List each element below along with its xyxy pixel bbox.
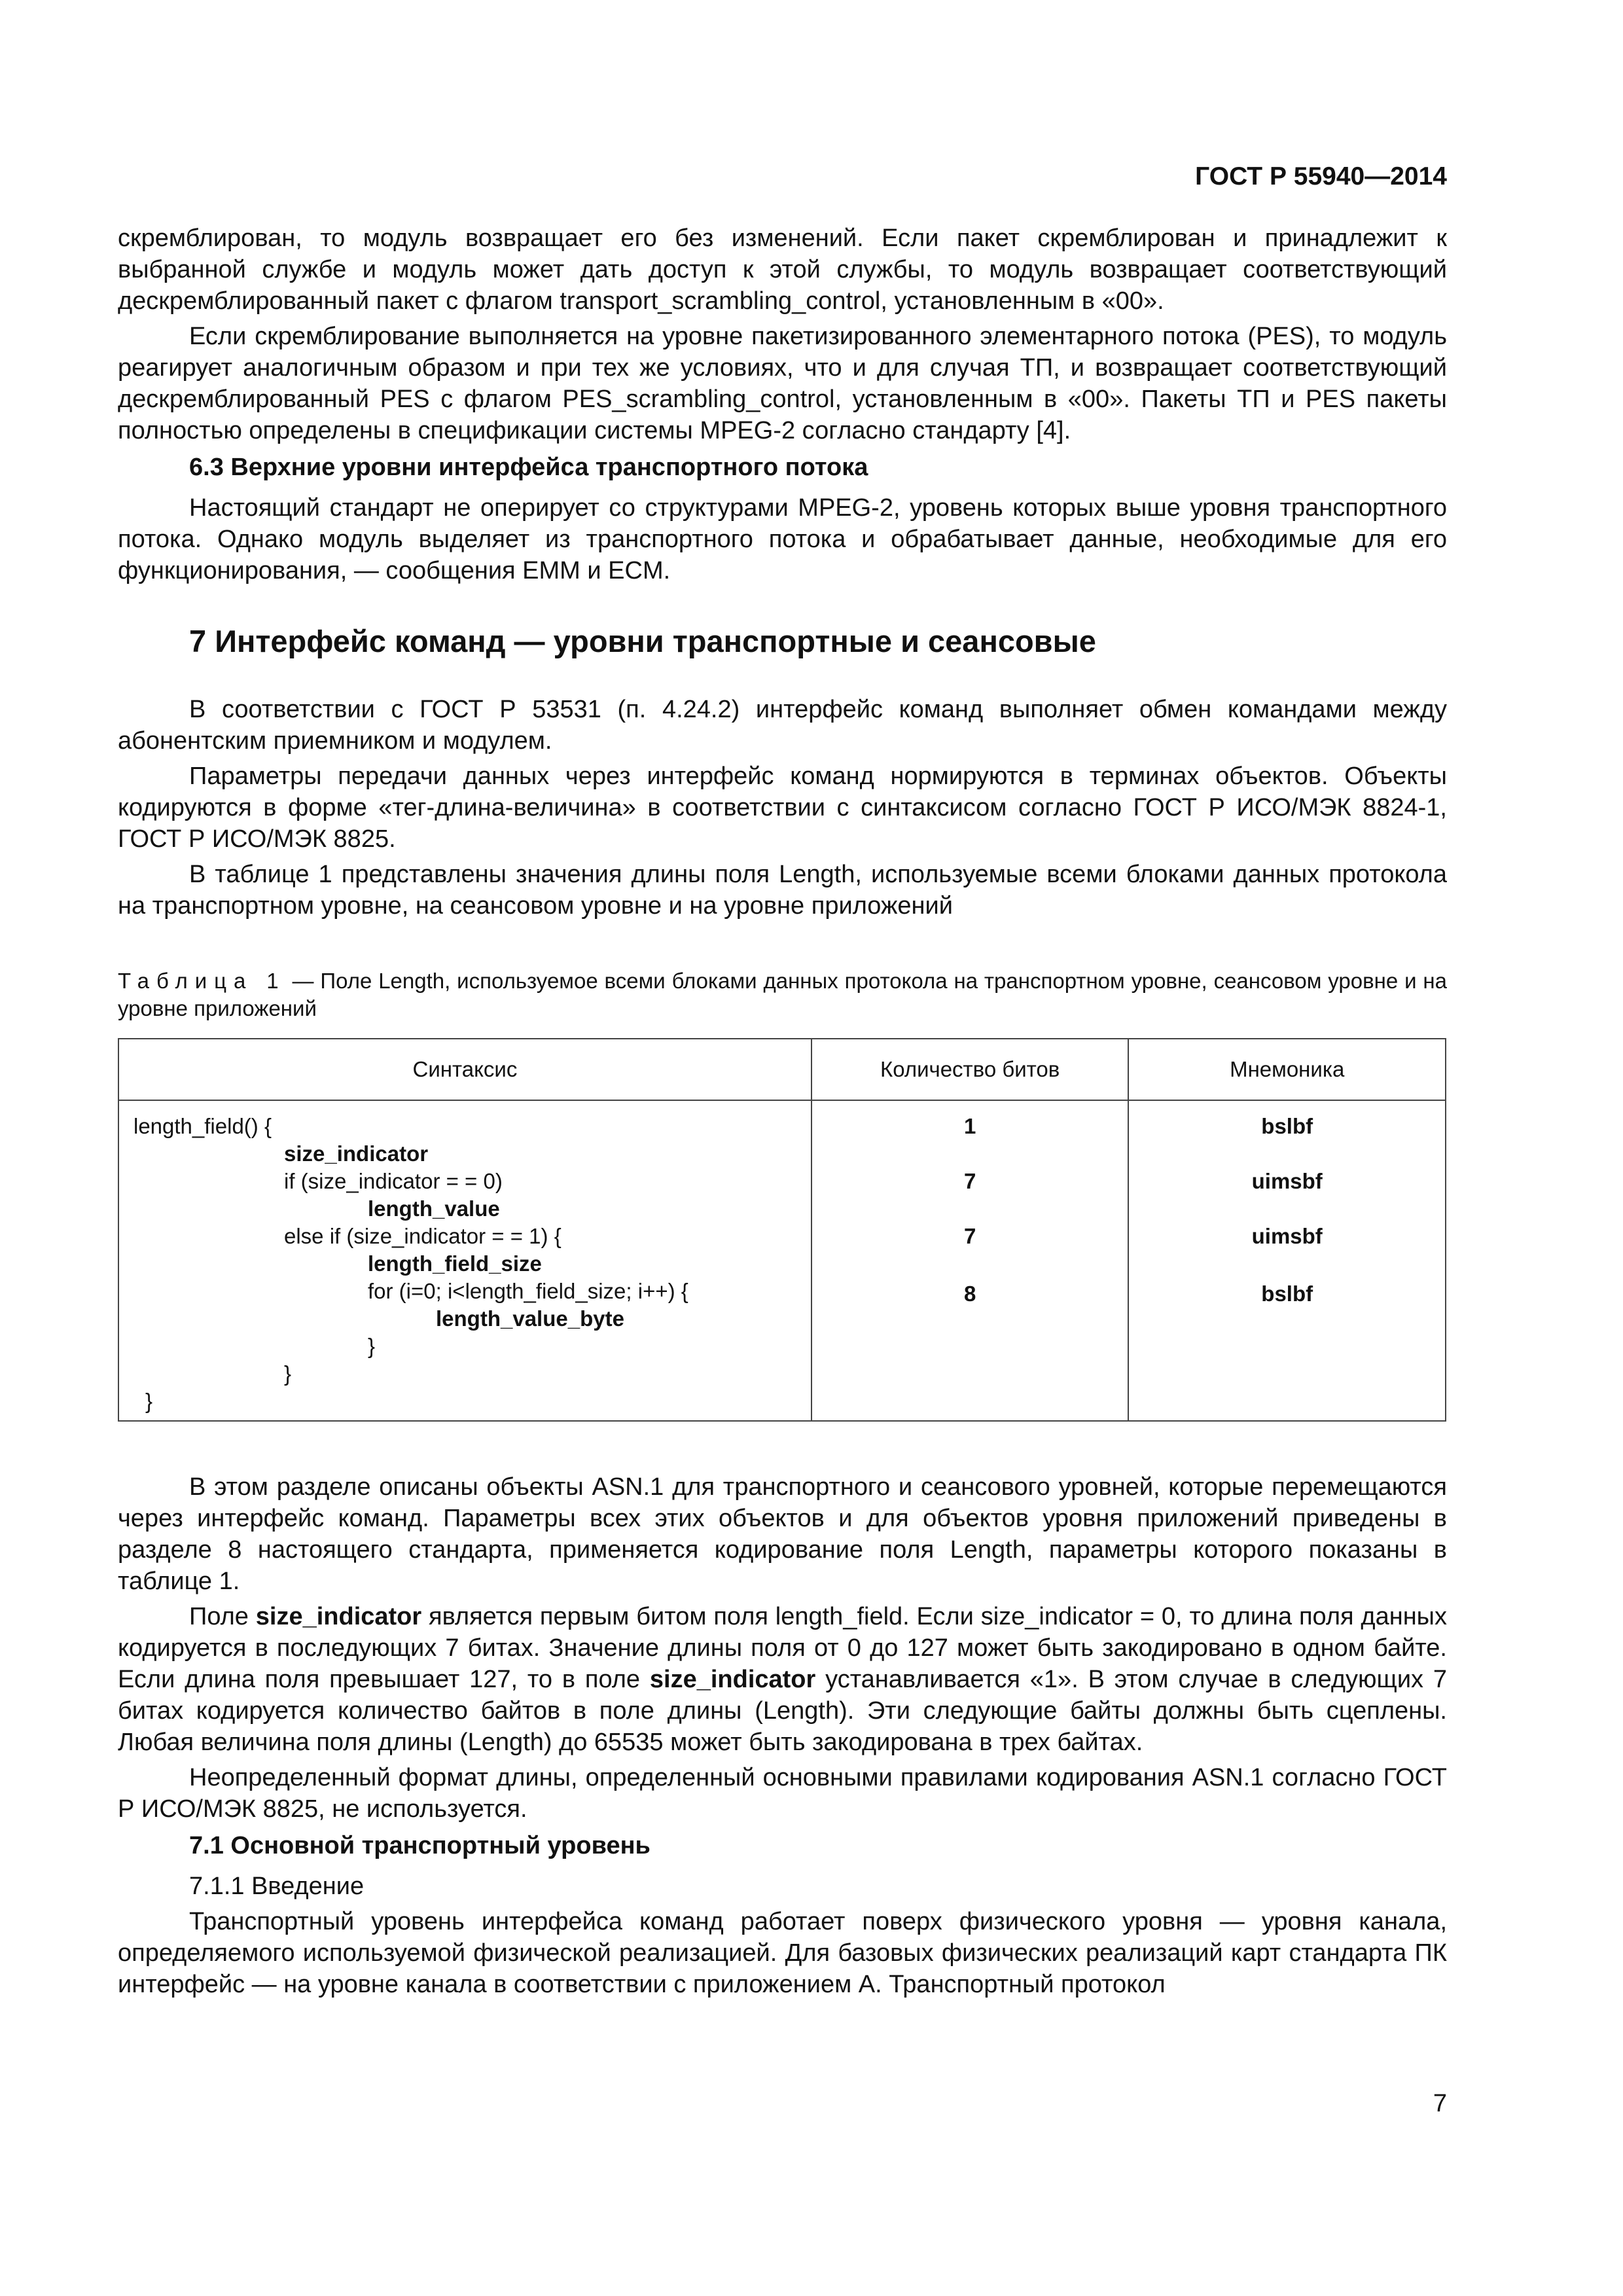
page-content	[118, 223, 1447, 2004]
paragraph	[118, 1601, 1447, 1758]
mnemonic-value: bslbf	[1261, 1282, 1313, 1306]
bits-cell	[812, 1100, 1129, 1421]
length-field-table	[118, 1038, 1446, 1422]
section-heading-7-1: 7.1 Основной транспортный уровень	[189, 1832, 651, 1859]
syntax-line: size_indicator	[284, 1141, 429, 1166]
bits-value: 8	[963, 1282, 976, 1306]
bits-value: 7	[963, 1224, 976, 1248]
paragraph: В этом разделе описаны объекты ASN.1 для транспортного и сеансового уровней, которые перемещаются через интерфейс команд. Параметры всех этих объектов и для объектов уровня приложений приведены в разделе 8 настоящего стандарта, применяется кодирование поля Length, параметры которого показаны в таблице 1.	[118, 1473, 1447, 1595]
syntax-line: }	[368, 1334, 376, 1358]
section-heading-7: 7 Интерфейс команд — уровни транспортные и сеансовые	[189, 624, 1096, 658]
syntax-line: length_value_byte	[436, 1306, 624, 1331]
paragraph: Параметры передачи данных через интерфейс команд нормируются в терминах объектов. Объекты кодируются в форме «тег-длина-величина» в соответствии с синтаксисом согласно ГОСТ Р ИСО/МЭК 8824-1, ГОСТ Р ИСО/МЭК 8825.	[118, 762, 1447, 853]
table-caption	[118, 967, 1447, 1022]
bits-value: 1	[963, 1114, 976, 1138]
table-label: Таблица 1	[118, 969, 286, 993]
syntax-line: length_value	[368, 1196, 500, 1221]
table-caption-text: — Поле Length, используемое всеми блоками данных протокола на транспортном уровне, сеансовом уровне и на уровне приложений	[118, 969, 1447, 1020]
text-run: является первым битом поля length_field. Если size_indicator = 0, то длина поля данных кодируется в последующих 7 битах. Значение длины поля от 0 до 127 может быть закодировано в одном байте. Если длина поля превышает 127, то в поле	[118, 1603, 1447, 1693]
paragraph: Если скремблирование выполняется на уровне пакетизированного элементарного потока (PES), то модуль реагирует аналогичным образом и при тех же условиях, что и для случая ТП, и возвращает соответствующий дескремблированный PES с флагом PES_scrambling_control, установленным в «00». Пакеты ТП и PES пакеты полностью определены в спецификации системы MPEG-2 согласно стандарту [4].	[118, 323, 1447, 444]
paragraph: В таблице 1 представлены значения длины поля Length, используемые всеми блоками данных протокола на транспортном уровне, на сеансовом уровне и на уровне приложений	[118, 861, 1447, 920]
column-header-syntax: Синтаксис	[118, 1039, 812, 1100]
syntax-cell	[118, 1100, 812, 1421]
syntax-line: if (size_indicator = = 0)	[284, 1169, 503, 1193]
column-header-bits: Количество битов	[812, 1039, 1129, 1100]
document-code-header: ГОСТ Р 55940—2014	[1195, 162, 1447, 190]
syntax-line: length_field() {	[134, 1114, 272, 1138]
page-number: 7	[1433, 2090, 1447, 2117]
text-run: Поле	[189, 1603, 256, 1630]
column-header-mnemonic: Мнемоника	[1128, 1039, 1446, 1100]
paragraph: Транспортный уровень интерфейса команд работает поверх физического уровня — уровня канала, определяемого используемой физической реализацией. Для базовых физических реализаций карт стандарта ПК интерфейс — на уровне канала в соответствии с приложением А. Транспортный протокол	[118, 1908, 1447, 1998]
mnemonic-value: uimsbf	[1251, 1169, 1323, 1193]
text-run: устанавливается «1». В этом случае в следующих 7 битах кодируется количество байтов в поле длины (Length). Эти следующие байты должны быть сцеплены. Любая величина поля длины (Length) до 65535 может быть закодирована в трех байтах.	[118, 1666, 1448, 1756]
syntax-line: else if (size_indicator = = 1) {	[284, 1224, 562, 1248]
bits-value: 7	[963, 1169, 976, 1193]
section-heading-6-3: 6.3 Верхние уровни интерфейса транспортного потока	[189, 454, 868, 481]
paragraph: Настоящий стандарт не оперирует со структурами MPEG-2, уровень которых выше уровня транспортного потока. Однако модуль выделяет из транспортного потока и обрабатывает данные, необходимые для его функционирования, — сообщения EMM и ECM.	[118, 494, 1447, 584]
mnemonic-value: bslbf	[1261, 1114, 1313, 1138]
mnemonic-cell	[1128, 1100, 1446, 1421]
mnemonic-value: uimsbf	[1251, 1224, 1323, 1248]
paragraph: скремблирован, то модуль возвращает его без изменений. Если пакет скремблирован и принадлежит к выбранной службе и модуль может дать доступ к этой службы, то модуль возвращает соответствующий дескремблированный пакет с флагом transport_scrambling_control, установленным в «00».	[118, 224, 1447, 315]
subsection-heading-7-1-1: 7.1.1 Введение	[189, 1873, 365, 1900]
table-row	[118, 1100, 1446, 1421]
field-name: size_indicator	[255, 1603, 422, 1630]
paragraph: В соответствии с ГОСТ Р 53531 (п. 4.24.2) интерфейс команд выполняет обмен командами между абонентским приемником и модулем.	[118, 696, 1447, 755]
syntax-line: length_field_size	[368, 1251, 542, 1276]
field-name: size_indicator	[649, 1666, 816, 1693]
syntax-line: }	[284, 1361, 292, 1386]
syntax-line: }	[145, 1389, 153, 1413]
syntax-line: for (i=0; i<length_field_size; i++) {	[368, 1279, 688, 1303]
table-header-row	[118, 1039, 1446, 1100]
paragraph: Неопределенный формат длины, определенный основными правилами кодирования ASN.1 согласно ГОСТ Р ИСО/МЭК 8825, не используется.	[118, 1764, 1447, 1823]
